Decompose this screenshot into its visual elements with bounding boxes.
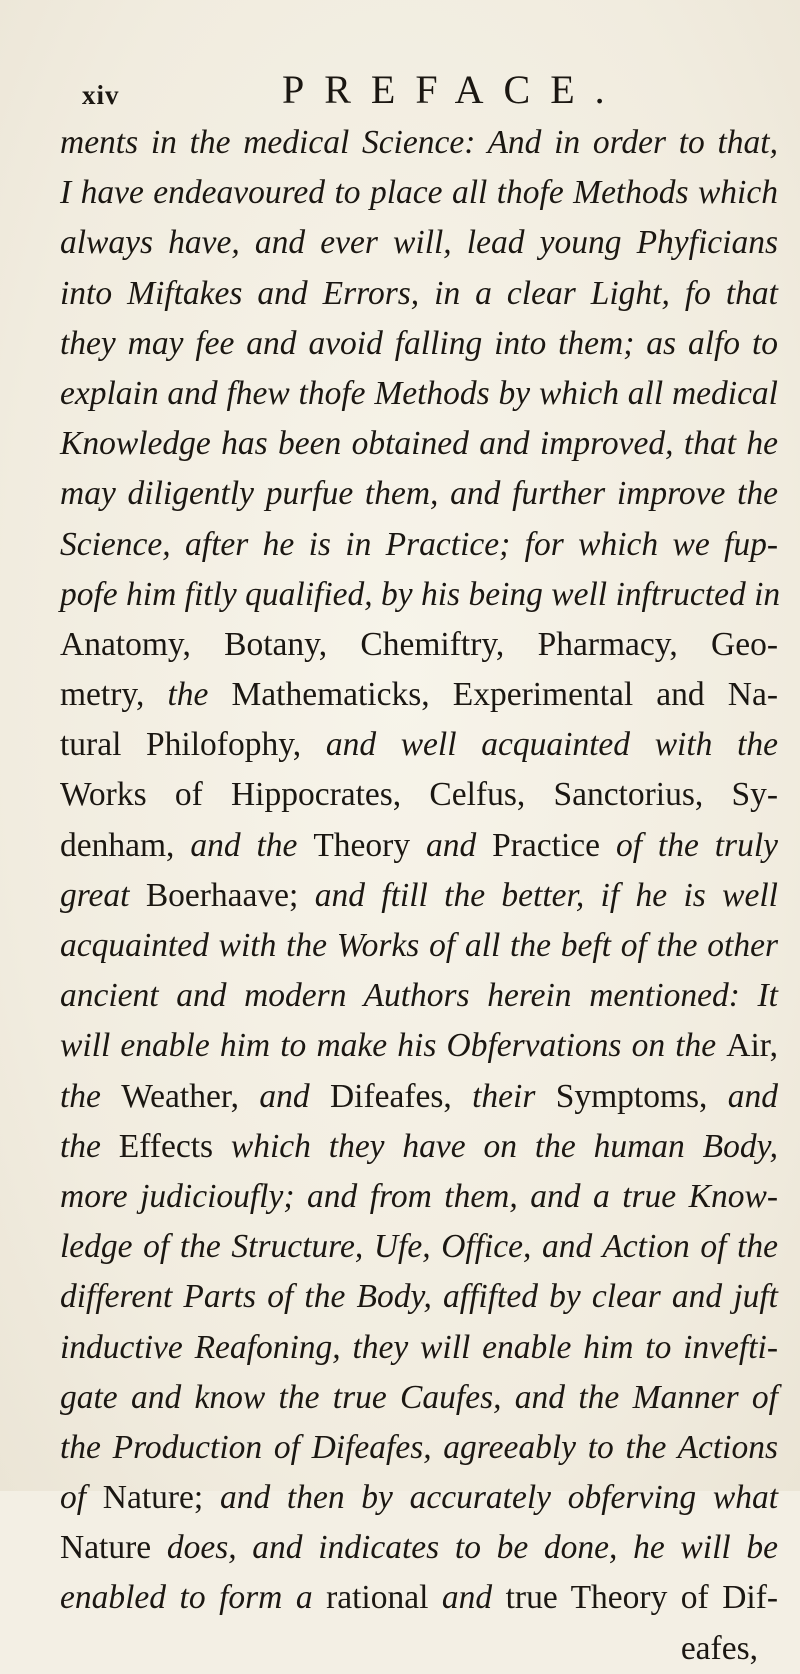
italic-text-run: does, and indicates to be done, he will be: [166, 1529, 778, 1567]
roman-text-run: Weather,: [121, 1077, 260, 1115]
italic-text-run: will enable him to make his Obfervations on the: [60, 1027, 727, 1065]
text-line: [60, 1272, 778, 1322]
italic-text-run: ments in the medical Science: And in order to that,: [60, 124, 778, 161]
roman-text-run: Boerhaave;: [145, 876, 315, 914]
roman-text-run: eafes,: [680, 1629, 758, 1667]
roman-text-run: Nature;: [102, 1479, 220, 1517]
italic-text-run: gate and know the true Caufes, and the Manner of: [60, 1378, 778, 1416]
text-line: [60, 1523, 778, 1573]
roman-text-run: Mathematicks, Experimental and Na-: [231, 676, 778, 714]
italic-text-run: and: [441, 1579, 506, 1617]
roman-text-run: Effects: [118, 1127, 231, 1165]
text-line: [60, 419, 778, 469]
text-line: [60, 921, 778, 971]
text-line: [60, 1072, 778, 1122]
text-line: [60, 1172, 778, 1222]
italic-text-run: they may fee and avoid falling into them; as alfo to: [60, 324, 778, 362]
text-line: [60, 369, 778, 419]
text-line: [60, 118, 778, 168]
text-line: [60, 218, 778, 268]
italic-text-run: I have endeavoured to place all thofe Methods which: [60, 174, 778, 212]
italic-text-run: ledge of the Structure, Ufe, Office, and Action of the: [60, 1228, 778, 1266]
italic-text-run: always have, and ever will, lead young Phyficians: [60, 224, 778, 262]
text-line: [60, 620, 778, 670]
text-line: [60, 1473, 778, 1523]
text-line: [60, 520, 778, 570]
text-line: [60, 1021, 778, 1071]
italic-text-run: pofe him fitly qualified, by his being well inftructed in: [60, 575, 781, 613]
italic-text-run: of: [60, 1479, 103, 1517]
page-header: [82, 58, 760, 118]
italic-text-run: and: [425, 826, 493, 864]
italic-text-run: more judicioufly; and from them, and a true Know-: [60, 1177, 778, 1215]
roman-text-run: true Theory of Dif-: [505, 1579, 779, 1617]
italic-text-run: and: [727, 1077, 778, 1115]
text-line: [60, 1423, 778, 1473]
italic-text-run: enabled to form a: [60, 1579, 327, 1617]
roman-text-run: Air,: [726, 1027, 778, 1065]
text-line: [60, 1122, 778, 1172]
roman-text-run: tural Philofophy,: [60, 726, 326, 764]
italic-text-run: and the: [190, 826, 314, 864]
italic-text-run: Science, after he is in Practice; for which we fup-: [60, 525, 778, 563]
italic-text-run: different Parts of the Body, affifted by clear and juft: [60, 1278, 778, 1316]
italic-text-run: acquainted with the Works of all the beft of the other: [60, 927, 778, 964]
italic-text-run: and then by accurately obferving what: [219, 1479, 778, 1517]
body-text: [60, 118, 781, 1674]
italic-text-run: the: [167, 676, 232, 714]
roman-text-run: Works of Hippocrates, Celfus, Sanctorius, Sy-: [60, 776, 778, 814]
text-line: [60, 570, 781, 620]
text-line: [60, 319, 778, 369]
roman-text-run: Practice: [492, 826, 616, 864]
italic-text-run: of the truly: [615, 826, 779, 864]
text-line: [60, 871, 778, 921]
roman-text-run: metry,: [60, 676, 168, 714]
italic-text-run: the Production of Difeafes, agreeably to the Actions: [60, 1428, 778, 1466]
italic-text-run: their: [472, 1077, 556, 1115]
running-head: PREFACE.: [282, 67, 625, 112]
italic-text-run: may diligently purfue them, and further improve the: [60, 475, 778, 513]
text-line: [60, 1323, 778, 1373]
text-line: [60, 971, 778, 1021]
text-line: [60, 770, 778, 820]
roman-text-run: rational: [326, 1579, 442, 1617]
italic-text-run: and ftill the better, if he is well: [314, 876, 778, 914]
text-line: [60, 469, 778, 519]
italic-text-run: the: [60, 1077, 122, 1115]
italic-text-run: inductive Reafoning, they will enable him to invefti-: [60, 1328, 778, 1366]
roman-text-run: denham,: [60, 826, 191, 864]
text-line: [60, 1573, 778, 1623]
text-line: [60, 821, 778, 871]
text-line: [60, 269, 778, 319]
text-line: [60, 720, 778, 770]
italic-text-run: and: [259, 1077, 330, 1115]
italic-text-run: and well acquainted with the: [325, 726, 778, 764]
text-line: [60, 1222, 778, 1272]
italic-text-run: Knowledge has been obtained and improved, that he: [60, 425, 778, 463]
roman-text-run: Nature: [60, 1529, 167, 1567]
roman-text-run: Symptoms,: [555, 1077, 728, 1115]
italic-text-run: explain and fhew thofe Methods by which all medical: [60, 374, 778, 412]
text-line: [60, 1373, 778, 1423]
roman-text-run: Anatomy, Botany, Chemiftry, Pharmacy, Geo-: [60, 625, 778, 663]
italic-text-run: into Miftakes and Errors, in a clear Light, fo that: [60, 274, 778, 312]
text-line: [60, 168, 778, 218]
italic-text-run: ancient and modern Authors herein mentioned: It: [60, 977, 778, 1015]
roman-text-run: Theory: [313, 826, 426, 864]
roman-text-run: Difeafes,: [329, 1077, 473, 1115]
page-number: xiv: [82, 80, 120, 110]
text-line: [60, 670, 778, 720]
italic-text-run: great: [60, 876, 146, 914]
italic-text-run: the: [60, 1127, 119, 1165]
italic-text-run: which they have on the human Body,: [230, 1127, 778, 1165]
text-line: [60, 1624, 778, 1674]
